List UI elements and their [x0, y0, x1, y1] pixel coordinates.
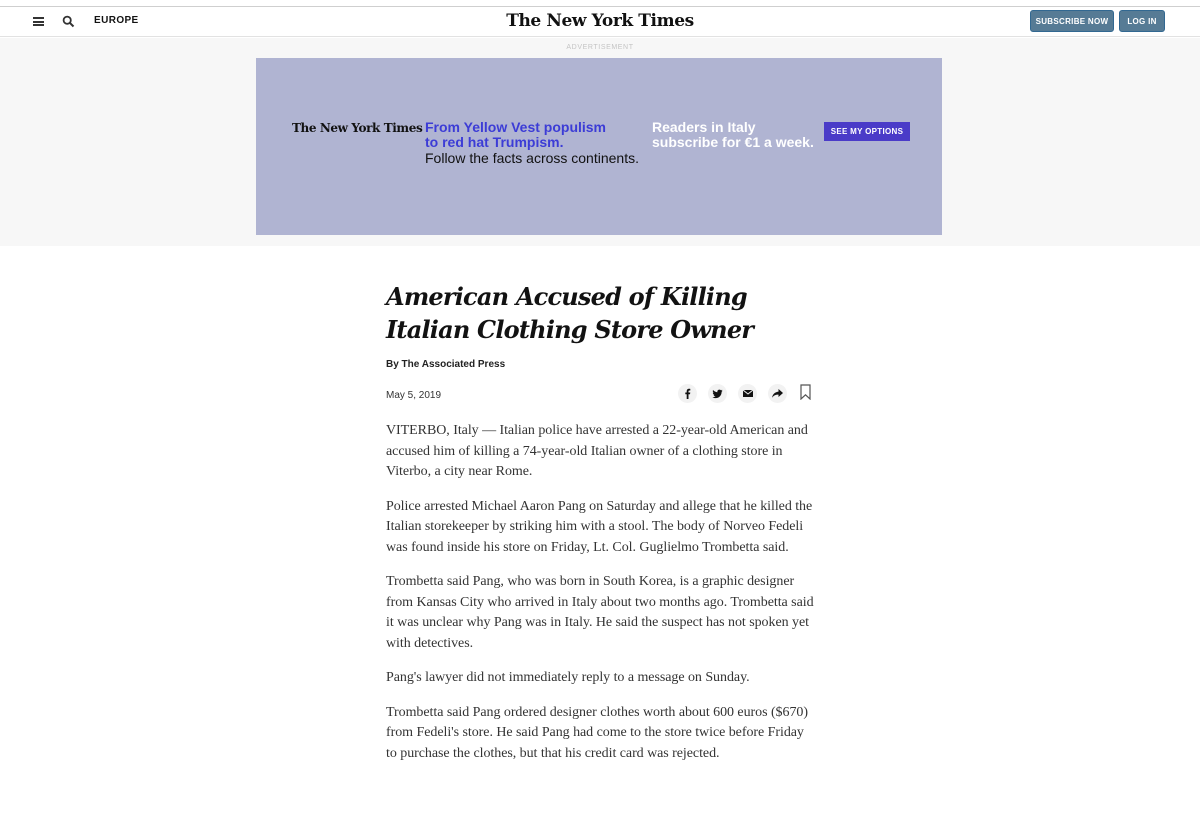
paragraph: Trombetta said Pang ordered designer clothes worth about 600 euros ($670) from Fedeli's store. He said Pang had come to the store twice before Friday to purchase the clothes, but that his credit card was rejected. [386, 704, 808, 761]
ad-headline [425, 120, 606, 150]
ad-nyt-logo: The New York Times [292, 121, 423, 135]
ad-headline-line1: From Yellow Vest populism [425, 119, 607, 135]
ad-subline: Follow the facts across continents. [425, 150, 639, 166]
publish-date: May 5, 2019 [386, 390, 442, 401]
article [386, 280, 814, 778]
paragraph: VITERBO, Italy — Italian police have arrested a 22-year-old American and accused him of killing a 74-year-old Italian owner of a clothing store in Viterbo, a city near Rome. [386, 423, 808, 479]
ad-offer [652, 120, 814, 150]
headline-line1: American Accused of Killing [386, 282, 747, 311]
more-share-button[interactable] [768, 384, 787, 403]
email-share-button[interactable] [738, 384, 757, 403]
site-header [0, 7, 1200, 37]
twitter-icon [712, 389, 723, 399]
advertisement-label: ADVERTISEMENT [566, 44, 634, 51]
story-body [386, 421, 814, 764]
subscription-ad[interactable] [256, 58, 942, 235]
email-icon [743, 390, 753, 397]
byline: By The Associated Press [386, 359, 506, 370]
twitter-share-button[interactable] [708, 384, 727, 403]
article-headline [386, 280, 814, 346]
login-button[interactable]: LOG IN [1119, 10, 1165, 32]
paragraph: Pang's lawyer did not immediately reply to a message on Sunday. [386, 670, 750, 685]
bookmark-icon[interactable] [800, 384, 811, 400]
nyt-logo[interactable]: The New York Times [506, 11, 694, 31]
ad-headline-line2: to red hat Trumpism. [425, 134, 564, 150]
paragraph: Police arrested Michael Aaron Pang on Saturday and allege that he killed the Italian storekeeper by striking him with a stool. The body of Norveo Fedeli was found inside his store on Friday, Lt. Col. Guglielmo Trombetta said. [386, 498, 813, 555]
see-my-options-button[interactable]: SEE MY OPTIONS [824, 122, 910, 141]
facebook-share-button[interactable] [678, 384, 697, 403]
headline-line2: Italian Clothing Store Owner [386, 315, 754, 344]
ad-offer-line1: Readers in Italy [652, 119, 756, 135]
article-meta [386, 382, 814, 412]
subscribe-button[interactable]: SUBSCRIBE NOW [1030, 10, 1114, 32]
advertisement-band [0, 38, 1200, 246]
section-link-europe[interactable]: EUROPE [94, 15, 139, 26]
paragraph: Trombetta said Pang, who was born in South Korea, is a graphic designer from Kansas City who arrived in Italy about two months ago. Trombetta said it was unclear why Pang was in Italy. He said the suspect has not spoken yet with detectives. [386, 574, 814, 651]
ad-offer-line2: subscribe for €1 a week. [652, 134, 814, 150]
facebook-icon [683, 388, 692, 399]
share-icon [772, 389, 783, 398]
